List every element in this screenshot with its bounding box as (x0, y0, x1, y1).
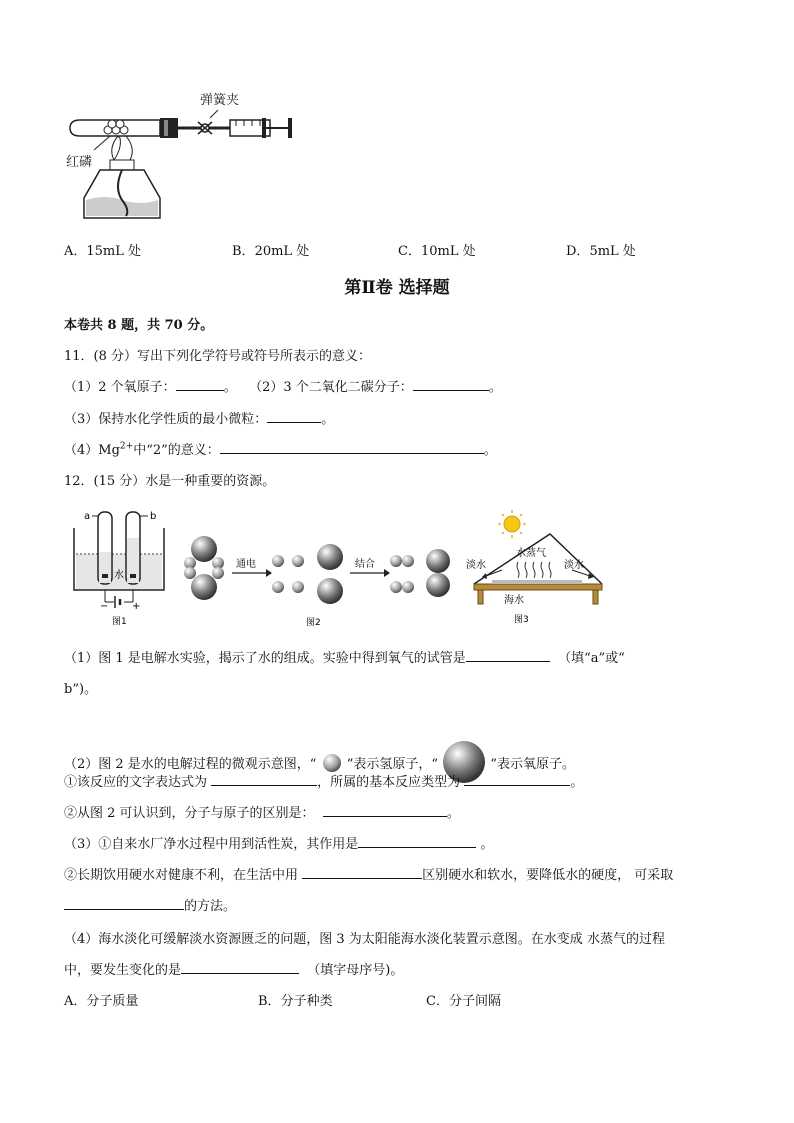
figure-2-molecules (180, 535, 470, 630)
label-red-phosphorus: 红磷 (66, 155, 93, 170)
q12-part4-line2: 中，要发生变化的是 （填字母序号)。 (64, 959, 403, 978)
answer-blank (358, 833, 476, 848)
q12-option-c: C．分子间隔 (426, 994, 501, 1009)
q11-part3: （3）保持水化学性质的最小微粒： 。 (64, 408, 334, 427)
apparatus-figure (60, 88, 310, 233)
figure-3-desalination (462, 510, 622, 630)
q12-stem: 12．(15 分）水是一种重要的资源。 (64, 474, 276, 489)
fig1-label-a: a (84, 511, 91, 522)
sun-icon (504, 516, 520, 532)
q12-part3-2: ②长期饮用硬水对健康不利，在生活中用 区别硬水和软水，要降低水的硬度， 可采取 (64, 864, 673, 883)
fig3-label-fresh-right: 淡水 (564, 560, 584, 571)
fig3-label-vapor: 水蒸气 (516, 548, 546, 559)
answer-blank (181, 959, 299, 974)
answer-blank (302, 864, 422, 879)
section-title: 第Ⅱ卷 选择题 (344, 278, 450, 298)
fig3-caption: 图3 (514, 615, 529, 625)
q12-part2-2: ②从图 2 可认识到，分子与原子的区别是： 。 (64, 802, 460, 821)
q12-option-b: B．分子种类 (258, 994, 333, 1009)
fig1-label-b: b (150, 511, 157, 522)
answer-blank (267, 408, 321, 423)
fig1-label-minus: − (100, 601, 109, 612)
answer-blank (466, 647, 550, 662)
q10-option-a: A．15mL 处 (64, 244, 142, 259)
fig1-caption: 图1 (112, 617, 127, 627)
q10-option-b: B．20mL 处 (232, 244, 310, 259)
fig1-label-water: 水 (114, 570, 124, 581)
answer-blank (211, 771, 317, 786)
q11-part4: $(4)Mg^{2+}$中“2”的意义： 。 (64, 439, 497, 458)
q12-part2-1: ①该反应的文字表达式为 ，所属的基本反应类型为 。 (64, 771, 583, 790)
figure-1-electrolysis (68, 508, 178, 628)
q12-part1-line2: b”)。 (64, 682, 98, 697)
q12-part4-line1: （4）海水淡化可缓解淡水资源匮乏的问题，图 3 为太阳能海水淡化装置示意图。在水变成 水蒸气的过程 (64, 932, 665, 947)
fig1-label-plus: + (132, 601, 141, 612)
fig2-arrow1-label: 通电 (236, 559, 256, 570)
q12-part1-line1: （1）图 1 是电解水实验，揭示了水的组成。实验中得到氧气的试管是 （填“a”或“ (64, 647, 625, 666)
q10-option-d: D．5mL 处 (566, 244, 636, 259)
q11-stem: 11．(8 分）写出下列化学符号或符号所表示的意义： (64, 349, 372, 364)
fig3-label-fresh-left: 淡水 (466, 560, 486, 571)
q12-option-a: A．分子质量 (64, 994, 139, 1009)
answer-blank (64, 895, 184, 910)
fig2-arrow2-label: 结合 (355, 559, 375, 570)
label-spring-clamp: 弹簧夹 (200, 93, 240, 108)
answer-blank (176, 376, 224, 391)
answer-blank (220, 439, 484, 454)
q12-part3-1: （3）①自来水厂净水过程中用到活性炭，其作用是 。 (64, 833, 493, 852)
answer-blank (413, 376, 489, 391)
q12-part2-line: （2）图 2 是水的电解过程的微观示意图，“ ”表示氢原子，“ ”表示氧原子。 (64, 740, 575, 784)
section-note: 本卷共 8 题，共 70 分。 (64, 318, 214, 333)
answer-blank (464, 771, 570, 786)
q10-option-c: C．10mL 处 (398, 244, 476, 259)
fig2-caption: 图2 (306, 618, 321, 628)
answer-blank (323, 802, 447, 817)
q11-part1-2: （1）2 个氧原子： 。 （2）3 个二氧化二碳分子： 。 (64, 376, 502, 395)
fig3-label-sea: 海水 (504, 595, 524, 606)
q12-part3-3: 的方法。 (64, 895, 236, 914)
